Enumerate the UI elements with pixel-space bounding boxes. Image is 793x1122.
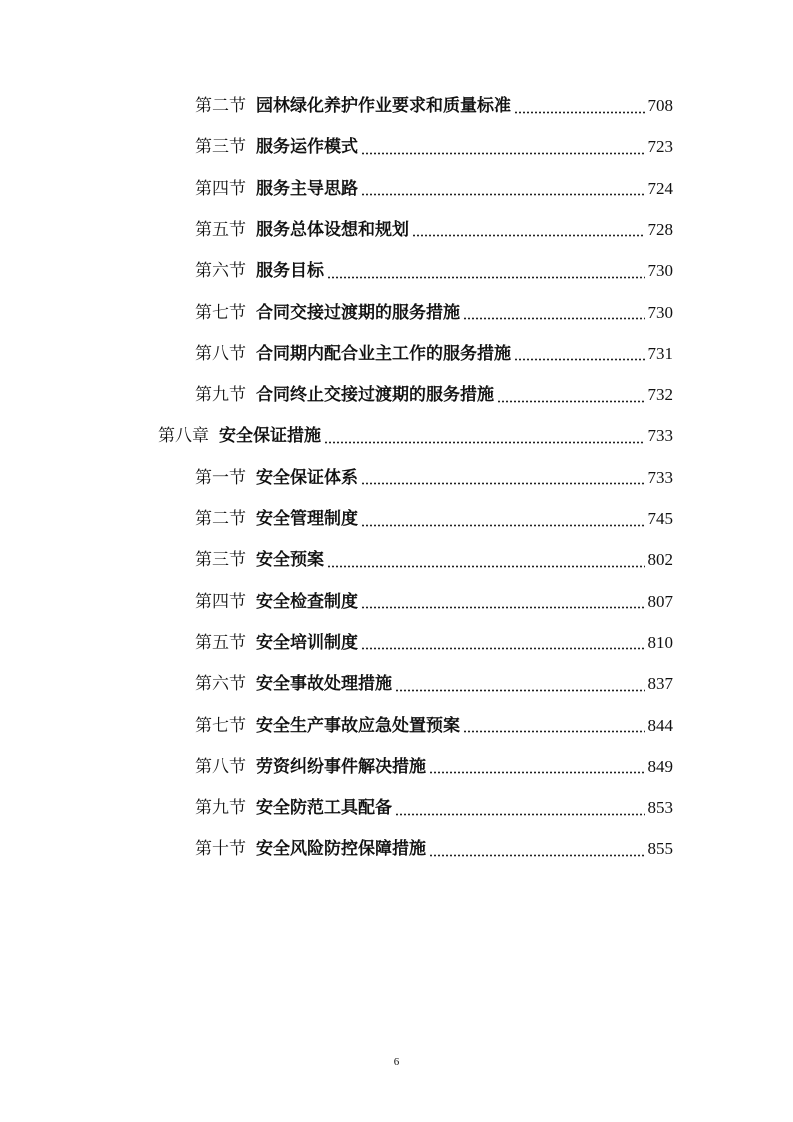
toc-entry-title: 服务总体设想和规划 xyxy=(256,219,409,240)
toc-entry-label: 第八节 xyxy=(195,756,246,777)
toc-entry-title: 园林绿化养护作业要求和质量标准 xyxy=(256,96,511,116)
toc-section-entry[interactable] xyxy=(195,668,673,700)
toc-entry-label: 第七节 xyxy=(195,715,246,736)
toc-entry-label: 第八节 xyxy=(195,343,246,364)
toc-entry-page-number: 724 xyxy=(647,178,673,198)
toc-entry-label: 第二节 xyxy=(195,96,246,116)
toc-entry-label: 第九节 xyxy=(195,385,246,406)
toc-section-entry[interactable] xyxy=(195,379,673,411)
toc-leader-dots xyxy=(361,524,645,527)
toc-entry-label: 第四节 xyxy=(195,178,246,199)
toc-leader-dots xyxy=(463,730,645,733)
toc-section-entry[interactable] xyxy=(195,255,673,287)
toc-leader-dots xyxy=(395,689,645,692)
toc-entry-page-number: 844 xyxy=(647,715,673,735)
toc-leader-dots xyxy=(429,771,645,774)
toc-entry-page-number: 730 xyxy=(647,261,673,281)
toc-entry-label: 第五节 xyxy=(195,219,246,240)
toc-entry-page-number: 853 xyxy=(647,798,673,818)
toc-entry-title: 安全防范工具配备 xyxy=(256,798,392,819)
toc-entry-label: 第三节 xyxy=(195,550,246,571)
toc-entry-title: 服务目标 xyxy=(256,261,324,282)
toc-section-entry[interactable] xyxy=(195,90,673,122)
toc-leader-dots xyxy=(327,565,645,568)
toc-section-entry[interactable] xyxy=(195,833,673,865)
toc-entry-title: 合同终止交接过渡期的服务措施 xyxy=(256,385,494,406)
toc-chapter-entry[interactable] xyxy=(158,420,673,452)
toc-section-entry[interactable] xyxy=(195,214,673,246)
toc-entry-label: 第六节 xyxy=(195,261,246,282)
toc-section-entry[interactable] xyxy=(195,462,673,494)
toc-entry-title: 安全预案 xyxy=(256,550,324,571)
toc-entry-label: 第六节 xyxy=(195,674,246,695)
toc-leader-dots xyxy=(412,234,645,237)
toc-entry-title: 服务运作模式 xyxy=(256,137,358,158)
toc-entry-page-number: 732 xyxy=(647,385,673,405)
toc-entry-page-number: 745 xyxy=(647,509,673,528)
toc-leader-dots xyxy=(361,606,645,609)
toc-entry-title: 合同期内配合业主工作的服务措施 xyxy=(256,343,511,364)
toc-entry-label: 第一节 xyxy=(195,467,246,488)
toc-leader-dots xyxy=(395,813,645,816)
toc-leader-dots xyxy=(361,152,645,155)
toc-entry-page-number: 849 xyxy=(647,756,673,776)
toc-entry-title: 安全生产事故应急处置预案 xyxy=(256,715,460,736)
toc-entry-title: 安全检查制度 xyxy=(256,591,358,612)
toc-entry-label: 第七节 xyxy=(195,302,246,323)
page-number: 6 xyxy=(393,1056,400,1068)
toc-entry-page-number: 855 xyxy=(647,839,673,859)
toc-entry-title: 安全培训制度 xyxy=(256,632,358,653)
toc-section-entry[interactable] xyxy=(195,751,673,783)
toc-entry-label: 第三节 xyxy=(195,137,246,158)
toc-leader-dots xyxy=(463,317,645,320)
toc-entry-page-number: 731 xyxy=(647,343,673,363)
toc-entry-page-number: 837 xyxy=(647,674,673,694)
toc-entry-label: 第八章 xyxy=(158,426,209,447)
toc-entry-page-number: 723 xyxy=(647,137,673,157)
toc-leader-dots xyxy=(497,400,645,403)
toc-leader-dots xyxy=(514,111,645,114)
toc-section-entry[interactable] xyxy=(195,503,673,535)
toc-section-entry[interactable] xyxy=(195,627,673,659)
toc-entry-label: 第四节 xyxy=(195,591,246,612)
toc-entry-title: 服务主导思路 xyxy=(256,178,358,199)
toc-leader-dots xyxy=(327,276,645,279)
toc-section-entry[interactable] xyxy=(195,586,673,618)
toc-section-entry[interactable] xyxy=(195,792,673,824)
toc-section-entry[interactable] xyxy=(195,297,673,329)
toc-entry-title: 安全管理制度 xyxy=(256,509,358,529)
toc-leader-dots xyxy=(361,193,645,196)
toc-entry-title: 安全保证措施 xyxy=(219,426,321,447)
toc-entry-title: 安全风险防控保障措施 xyxy=(256,839,426,860)
toc-section-entry[interactable] xyxy=(195,173,673,205)
toc-entry-title: 劳资纠纷事件解决措施 xyxy=(256,756,426,777)
toc-leader-dots xyxy=(429,854,645,857)
toc-entry-page-number: 730 xyxy=(647,302,673,322)
toc-entry-label: 第二节 xyxy=(195,509,246,529)
toc-entry-title: 安全保证体系 xyxy=(256,467,358,488)
toc-entry-label: 第五节 xyxy=(195,632,246,653)
toc-entry-page-number: 733 xyxy=(647,467,673,487)
toc-entry-label: 第九节 xyxy=(195,798,246,819)
toc-entry-page-number: 807 xyxy=(647,591,673,611)
toc-leader-dots xyxy=(361,647,645,650)
toc-section-entry[interactable] xyxy=(195,710,673,742)
toc-leader-dots xyxy=(324,441,645,444)
toc-entry-title: 安全事故处理措施 xyxy=(256,674,392,695)
toc-leader-dots xyxy=(361,482,645,485)
toc-entry-page-number: 728 xyxy=(647,219,673,239)
toc-entry-page-number: 802 xyxy=(647,550,673,570)
toc-leader-dots xyxy=(514,358,645,361)
toc-section-entry[interactable] xyxy=(195,338,673,370)
toc-entry-label: 第十节 xyxy=(195,839,246,860)
toc-entry-title: 合同交接过渡期的服务措施 xyxy=(256,302,460,323)
toc-entry-page-number: 733 xyxy=(647,426,673,446)
toc-entry-page-number: 810 xyxy=(647,632,673,652)
toc-entry-page-number: 708 xyxy=(647,96,673,115)
toc-section-entry[interactable] xyxy=(195,544,673,576)
toc-section-entry[interactable] xyxy=(195,131,673,163)
